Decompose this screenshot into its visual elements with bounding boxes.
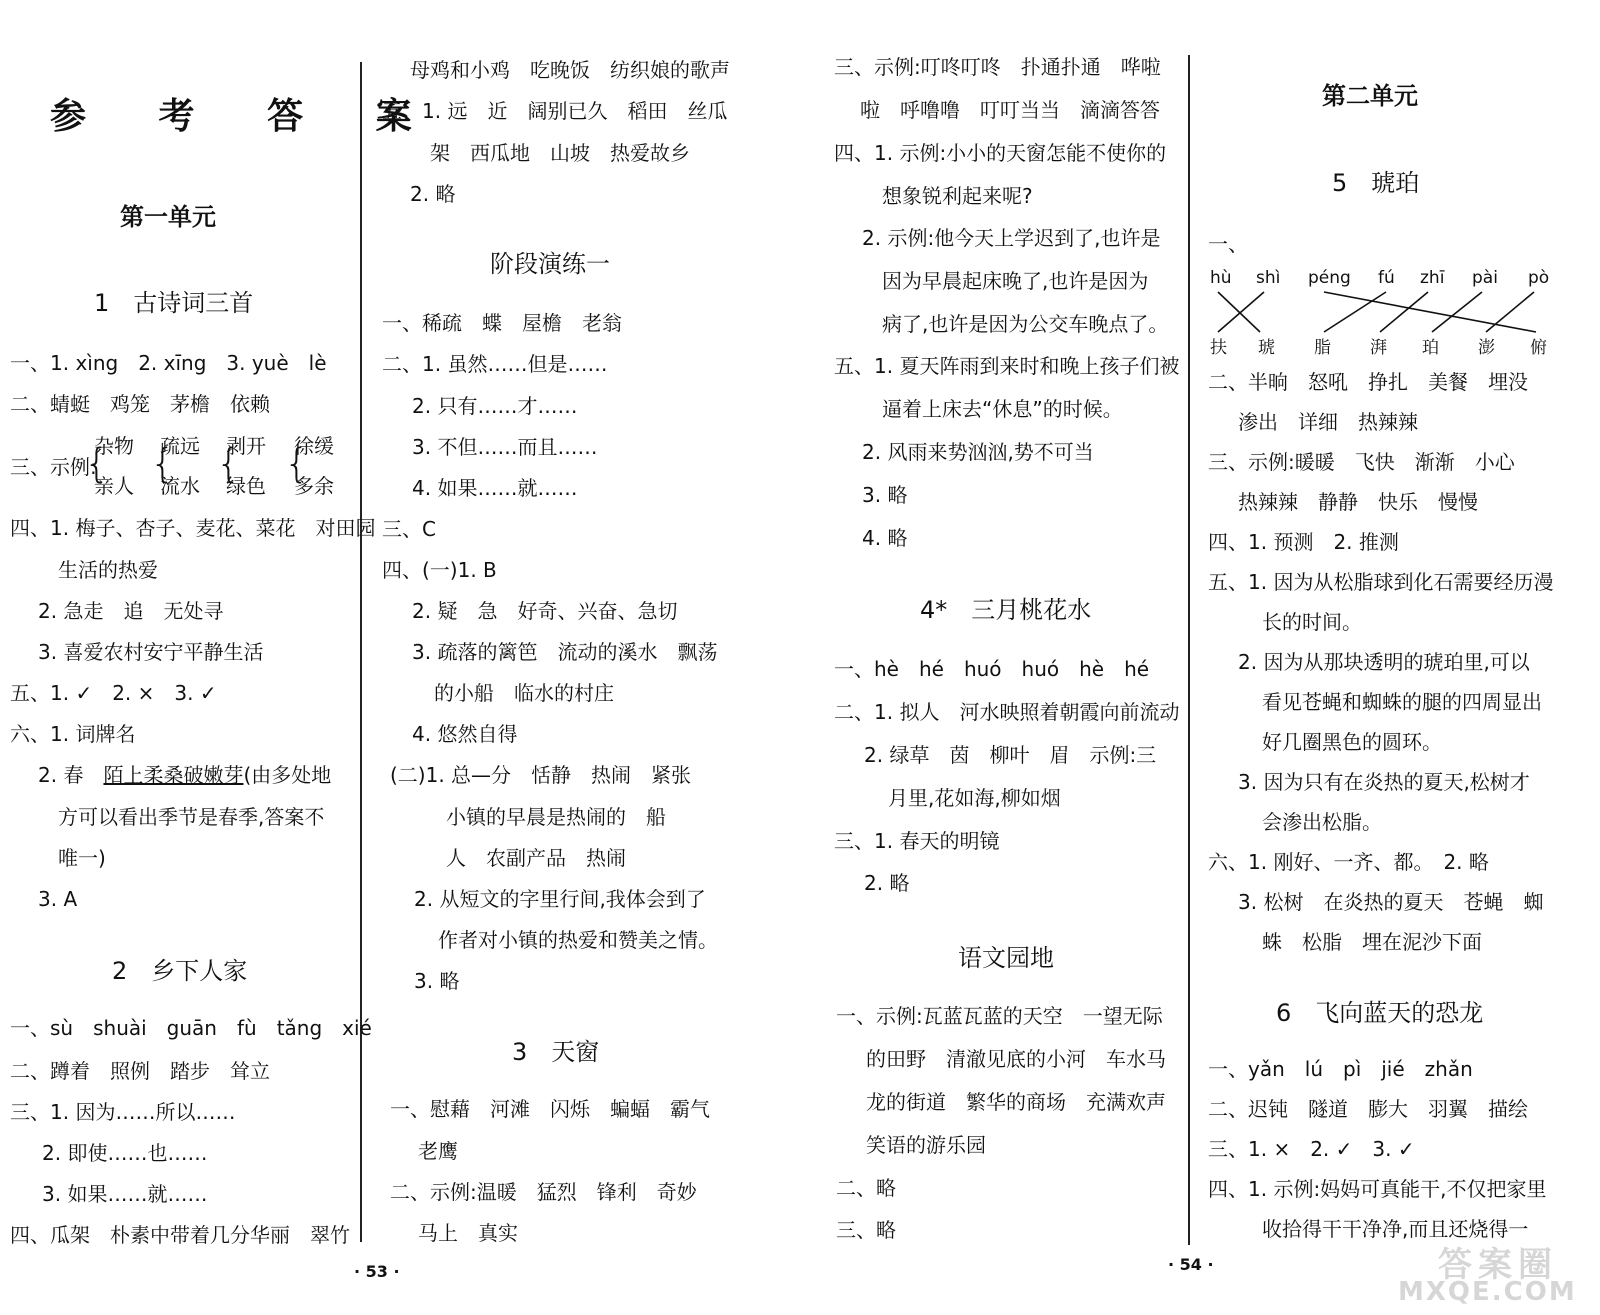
answer-line: 一、示例:瓦蓝瓦蓝的天空 一望无际 — [836, 1004, 1163, 1028]
page-number: · 54 · — [1168, 1255, 1214, 1274]
answer-line: 2. 急走 追 无处寻 — [38, 599, 224, 623]
answer-line: 五、1. 夏天阵雨到来时和晚上孩子们被 — [834, 354, 1180, 378]
answer-line: 2. 即使……也…… — [42, 1141, 208, 1165]
answer-line: 五、1. ✓ 2. × 3. ✓ — [10, 681, 217, 705]
page-title: 参 考 答 案 — [50, 95, 442, 137]
pair-word: 疏远 — [160, 434, 200, 458]
answer-line: 架 西瓜地 山坡 热爱故乡 — [430, 141, 690, 165]
answer-line: 3. 喜爱农村安宁平静生活 — [38, 640, 264, 664]
lesson-heading: 5 琥珀 — [1332, 169, 1420, 197]
answer-text: (由多处地 — [243, 763, 332, 787]
answer-line: 一、sù shuài guān fù tǎng xié — [10, 1016, 372, 1040]
answer-line: 3. 因为只有在炎热的夏天,松树才 — [1238, 770, 1530, 794]
pair-word: 杂物 — [94, 434, 134, 458]
answer-line: 六、1. 词牌名 — [10, 722, 136, 746]
answer-line: 马上 真实 — [418, 1221, 518, 1245]
answer-line: 作者对小镇的热爱和赞美之情。 — [438, 928, 718, 952]
answer-line: (二)1. 总—分 恬静 热闹 紧张 — [390, 763, 692, 787]
answer-line: 笑语的游乐园 — [866, 1133, 986, 1157]
answer-line: 的小船 临水的村庄 — [434, 681, 614, 705]
answer-line: 2. 只有……才…… — [412, 394, 578, 418]
pair-word: 流水 — [160, 474, 200, 498]
answer-line: 二、迟钝 隧道 膨大 羽翼 描绘 — [1208, 1097, 1528, 1121]
answer-line: 四、1. 示例:妈妈可真能干,不仅把家里 — [1208, 1177, 1547, 1201]
answer-line: 3. 略 — [414, 969, 460, 993]
answer-line: 渗出 详细 热辣辣 — [1238, 410, 1418, 434]
answer-line: 好几圈黑色的圆环。 — [1262, 730, 1442, 754]
answer-line: 五、1. 因为从松脂球到化石需要经历漫 — [1208, 570, 1554, 594]
pinyin-item: shì — [1256, 268, 1281, 288]
hanzi-item: 湃 — [1370, 338, 1387, 358]
pair-word: 剥开 — [226, 434, 266, 458]
underlined-answer: 陌上柔桑破嫩芽 — [103, 763, 244, 787]
answer-line: 生活的热爱 — [58, 558, 158, 582]
answer-line — [38, 763, 331, 787]
answer-line: 2. 疑 急 好奇、兴奋、急切 — [412, 599, 678, 623]
watermark-logo — [1398, 1237, 1588, 1307]
answer-line: 会渗出松脂。 — [1262, 810, 1382, 834]
answer-line: 唯一) — [58, 846, 106, 870]
pinyin-item: hù — [1210, 268, 1232, 288]
answer-line: 三、略 — [836, 1218, 896, 1242]
answer-line: 月里,花如海,柳如烟 — [888, 786, 1061, 810]
hanzi-item: 脂 — [1314, 338, 1331, 358]
hanzi-item: 扶 — [1210, 338, 1227, 358]
answer-line: 龙的街道 繁华的商场 充满欢声 — [866, 1090, 1166, 1114]
answer-line: 四、1. 预测 2. 推测 — [1208, 530, 1399, 554]
page-number: · 53 · — [354, 1262, 400, 1281]
answer-line: 2. 略 — [410, 182, 456, 206]
answer-line: 啦 呼噜噜 叮叮当当 滴滴答答 — [860, 98, 1160, 122]
answer-line: 想象锐利起来呢? — [882, 184, 1033, 208]
pinyin-item: pài — [1472, 268, 1498, 288]
lesson-heading: 2 乡下人家 — [112, 957, 248, 985]
column-divider — [1188, 55, 1190, 1245]
answer-line: 2. 示例:他今天上学迟到了,也许是 — [862, 226, 1161, 250]
answer-line: 三、示例: — [10, 455, 97, 479]
answer-line: 3. 如果……就…… — [42, 1182, 208, 1206]
answer-line: 五、1. 远 近 阔别已久 稻田 丝瓜 — [382, 99, 728, 123]
answer-line: 四、1. 示例:小小的天窗怎能不使你的 — [834, 141, 1167, 165]
answer-line: 长的时间。 — [1262, 610, 1362, 634]
unit-heading: 第二单元 — [1322, 81, 1418, 110]
answer-line: 四、瓜架 朴素中带着几分华丽 翠竹 — [10, 1223, 350, 1247]
answer-line: 2. 绿草 茵 柳叶 眉 示例:三 — [864, 743, 1157, 767]
answer-line: 三、C — [382, 517, 436, 541]
answer-line: 一、yǎn lú pì jié zhǎn — [1208, 1057, 1473, 1081]
brace-icon: { — [84, 441, 110, 487]
watermark-url: MXQE.COM — [1398, 1277, 1577, 1307]
answer-line: 一、1. xìng 2. xīng 3. yuè lè — [10, 351, 327, 375]
answer-line: 三、1. 春天的明镜 — [834, 829, 1000, 853]
watermark-text: 答案圈 — [1438, 1245, 1558, 1285]
pinyin-item: fú — [1378, 268, 1395, 288]
unit-heading: 第一单元 — [120, 202, 216, 231]
answer-line: 3. 略 — [862, 483, 908, 507]
answer-line: 2. 因为从那块透明的琥珀里,可以 — [1238, 650, 1530, 674]
answer-line: 二、示例:温暖 猛烈 锋利 奇妙 — [390, 1180, 697, 1204]
answer-line: 2. 从短文的字里行间,我体会到了 — [414, 887, 706, 911]
brace-icon: { — [216, 441, 242, 487]
answer-line: 二、半晌 怒吼 挣扎 美餐 埋没 — [1208, 370, 1528, 394]
pair-word: 徐缓 — [294, 434, 334, 458]
answer-line: 3. 不但……而且…… — [412, 435, 598, 459]
pinyin-item: zhī — [1420, 268, 1445, 288]
answer-line: 3. A — [38, 887, 78, 911]
lesson-heading: 阶段演练一 — [490, 250, 610, 278]
lesson-heading: 4* 三月桃花水 — [920, 596, 1092, 624]
lesson-heading: 3 天窗 — [512, 1038, 600, 1066]
answer-line: 因为早晨起床晚了,也许是因为 — [882, 269, 1149, 293]
answer-line: 三、1. × 2. ✓ 3. ✓ — [1208, 1137, 1415, 1161]
answer-line: 蛛 松脂 埋在泥沙下面 — [1262, 930, 1482, 954]
hanzi-item: 俯 — [1530, 338, 1547, 358]
answer-line: 的田野 清澈见底的小河 车水马 — [866, 1047, 1166, 1071]
pair-word: 亲人 — [94, 474, 134, 498]
answer-line: 一、慰藉 河滩 闪烁 蝙蝠 霸气 — [390, 1097, 710, 1121]
answer-line: 4. 悠然自得 — [412, 722, 518, 746]
answer-line: 3. 疏落的篱笆 流动的溪水 飘荡 — [412, 640, 718, 664]
answer-line: 六、1. 刚好、一齐、都。 2. 略 — [1208, 850, 1489, 874]
column-divider — [360, 62, 362, 1242]
answer-line: 病了,也许是因为公交车晚点了。 — [882, 312, 1169, 336]
answer-line: 一、 — [1208, 232, 1248, 256]
answer-line: 2. 略 — [864, 871, 910, 895]
answer-line: 热辣辣 静静 快乐 慢慢 — [1238, 490, 1478, 514]
answer-line: 二、略 — [836, 1176, 896, 1200]
answer-line: 母鸡和小鸡 吃晚饭 纺织娘的歌声 — [410, 58, 730, 82]
pair-word: 绿色 — [226, 474, 266, 498]
lesson-heading: 6 飞向蓝天的恐龙 — [1276, 999, 1484, 1027]
brace-icon: { — [150, 441, 176, 487]
answer-line: 二、蹲着 照例 踏步 耸立 — [10, 1059, 270, 1083]
answer-line: 三、1. 因为……所以…… — [10, 1100, 236, 1124]
hanzi-item: 澎 — [1478, 338, 1495, 358]
answer-line: 四、(一)1. B — [382, 558, 497, 582]
answer-line: 二、1. 拟人 河水映照着朝霞向前流动 — [834, 700, 1180, 724]
answer-line: 四、1. 梅子、杏子、麦花、菜花 对田园 — [10, 516, 376, 540]
answer-line: 一、稀疏 蝶 屋檐 老翁 — [382, 311, 622, 335]
lesson-heading: 语文园地 — [958, 944, 1054, 972]
lesson-heading: 1 古诗词三首 — [94, 289, 254, 317]
answer-line: 4. 如果……就…… — [412, 476, 578, 500]
answer-line: 二、1. 虽然……但是…… — [382, 352, 608, 376]
answer-line: 小镇的早晨是热闹的 船 — [446, 805, 666, 829]
answer-line: 3. 松树 在炎热的夏天 苍蝇 蜘 — [1238, 890, 1544, 914]
answer-line: 方可以看出季节是春季,答案不 — [58, 805, 325, 829]
answer-line: 看见苍蝇和蜘蛛的腿的四周显出 — [1262, 690, 1542, 714]
answer-line: 收拾得干干净净,而且还烧得一 — [1262, 1217, 1529, 1241]
answer-line: 三、示例:叮咚叮咚 扑通扑通 哗啦 — [834, 55, 1161, 79]
answer-line: 2. 风雨来势汹汹,势不可当 — [862, 440, 1094, 464]
answer-line: 三、示例:暖暖 飞快 渐渐 小心 — [1208, 450, 1515, 474]
answer-line: 逼着上床去“休息”的时候。 — [882, 397, 1123, 421]
hanzi-item: 珀 — [1422, 338, 1439, 358]
answer-text: 2. 春 — [38, 763, 104, 787]
hanzi-item: 琥 — [1258, 338, 1275, 358]
pinyin-item: pò — [1528, 268, 1550, 288]
answer-line: 4. 略 — [862, 526, 908, 550]
answer-line: 人 农副产品 热闹 — [446, 846, 626, 870]
answer-line: 二、蜻蜓 鸡笼 茅檐 依赖 — [10, 392, 270, 416]
answer-line: 老鹰 — [418, 1139, 458, 1163]
pair-word: 多余 — [294, 474, 334, 498]
pinyin-item: péng — [1308, 268, 1351, 288]
brace-icon: { — [284, 441, 310, 487]
answer-line: 一、hè hé huó huó hè hé — [834, 657, 1150, 681]
